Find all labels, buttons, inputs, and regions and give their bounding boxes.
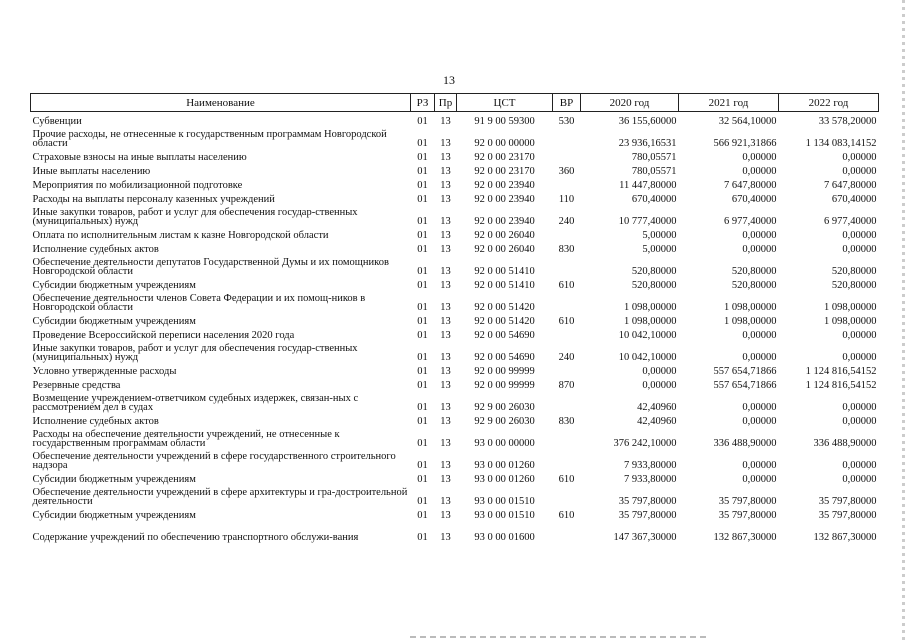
row-vr: 240 [558,216,575,227]
row-value-2020: 1 098,00000 [624,302,677,313]
table-row [31,276,879,290]
row-value-2021: 35 797,80000 [718,496,777,507]
row-value-2020: 11 447,80000 [619,180,677,191]
row-cst: 91 9 00 59300 [474,116,535,127]
row-rz: 01 [417,460,428,471]
row-pr: 13 [440,152,451,163]
row-value-2020: 0,00000 [642,380,677,391]
row-value-2021: 7 647,80000 [724,180,777,191]
row-value-2022: 670,40000 [831,194,877,205]
row-value-2022: 0,00000 [842,230,877,241]
table-row [31,312,879,326]
row-vr: 610 [558,510,575,521]
row-name: Субвенции [32,116,82,127]
row-value-2020: 670,40000 [631,194,677,205]
table-row [31,376,879,390]
row-value-2021: 35 797,80000 [718,510,777,521]
row-cst: 92 0 00 51410 [474,266,535,277]
row-name: Страховые взносы на иные выплаты населению [32,152,247,163]
row-vr: 830 [558,244,575,255]
row-rz: 01 [417,496,428,507]
footer-smudge-artifact [410,636,710,638]
row-pr: 13 [440,402,451,413]
row-vr: 110 [558,194,575,205]
row-rz: 01 [417,302,428,313]
row-value-2022: 6 977,40000 [824,216,877,227]
row-value-2021: 336 488,90000 [713,438,777,449]
row-name: Расходы на выплаты персоналу казенных учреждений [32,194,275,205]
row-pr: 13 [440,138,451,149]
row-pr: 13 [440,416,451,427]
row-vr: 530 [558,116,575,127]
row-value-2020: 5,00000 [642,230,677,241]
table-row [31,148,879,162]
row-name: Субсидии бюджетным учреждениям [32,280,196,291]
row-pr: 13 [440,316,451,327]
table-row [31,126,879,148]
row-cst: 92 9 00 26030 [474,402,535,413]
row-value-2021: 0,00000 [742,166,777,177]
row-value-2022: 0,00000 [842,460,877,471]
row-pr: 13 [440,366,451,377]
row-name: Субсидии бюджетным учреждениям [32,510,196,521]
row-value-2020: 36 155,60000 [618,116,677,127]
table-row [31,326,879,340]
row-pr: 13 [440,380,451,391]
row-pr: 13 [440,216,451,227]
row-vr [553,426,581,448]
row-value-2021: 670,40000 [731,194,777,205]
row-name: Мероприятия по мобилизационной подготовке [32,180,243,191]
row-rz: 01 [417,330,428,341]
row-pr: 13 [440,352,451,363]
row-value-2020: 376 242,10000 [613,438,677,449]
row-rz: 01 [417,380,428,391]
row-value-2022: 0,00000 [842,474,877,485]
row-value-2020: 35 797,80000 [618,510,677,521]
table-row [31,162,879,176]
row-value-2022: 1 098,00000 [824,302,877,313]
table-row [31,520,879,542]
table-row [31,176,879,190]
row-value-2020: 147 367,30000 [613,532,677,543]
row-value-2021: 566 921,31866 [713,138,777,149]
row-name: Прочие расходы, не отнесенные к государственным программам Новгородской области [32,129,387,149]
row-value-2021: 6 977,40000 [724,216,777,227]
row-pr: 13 [440,302,451,313]
row-cst: 92 0 00 26040 [474,230,535,241]
row-vr: 610 [558,280,575,291]
row-value-2020: 780,05571 [631,166,677,177]
row-cst: 92 0 00 23940 [474,194,535,205]
row-cst: 92 0 00 23170 [474,166,535,177]
row-cst: 92 0 00 23170 [474,152,535,163]
row-value-2020: 10 777,40000 [618,216,677,227]
row-value-2020: 23 936,16531 [618,138,677,149]
row-rz: 01 [417,194,428,205]
table-row [31,506,879,520]
row-rz: 01 [417,316,428,327]
row-vr: 360 [558,166,575,177]
row-pr: 13 [440,244,451,255]
row-name: Субсидии бюджетным учреждениям [32,316,196,327]
table-row [31,390,879,412]
row-vr: 870 [558,380,575,391]
row-vr [553,176,581,190]
row-cst: 92 0 00 26040 [474,244,535,255]
row-value-2020: 42,40960 [637,402,677,413]
header-2022: 2022 год [779,94,879,112]
row-rz: 01 [417,366,428,377]
row-vr [553,362,581,376]
row-value-2022: 1 124 816,54152 [805,380,877,391]
row-cst: 92 9 00 26030 [474,416,535,427]
row-value-2022: 520,80000 [831,280,877,291]
table-row [31,362,879,376]
row-cst: 93 0 00 00000 [474,438,535,449]
table-row [31,226,879,240]
row-value-2020: 520,80000 [631,280,677,291]
row-cst: 92 0 00 51420 [474,302,535,313]
row-value-2021: 0,00000 [742,330,777,341]
row-name: Условно утвержденные расходы [32,366,177,377]
row-value-2022: 0,00000 [842,402,877,413]
row-name: Исполнение судебных актов [32,416,159,427]
row-value-2021: 0,00000 [742,152,777,163]
row-cst: 92 0 00 99999 [474,366,535,377]
row-vr: 830 [558,416,575,427]
row-pr: 13 [440,474,451,485]
row-value-2022: 0,00000 [842,152,877,163]
row-rz: 01 [417,116,428,127]
row-value-2020: 1 098,00000 [624,316,677,327]
row-value-2020: 10 042,10000 [618,330,677,341]
row-value-2021: 0,00000 [742,416,777,427]
row-rz: 01 [417,138,428,149]
row-cst: 93 0 00 01600 [474,532,535,543]
table-row [31,254,879,276]
row-pr: 13 [440,532,451,543]
row-pr: 13 [440,510,451,521]
row-vr [553,326,581,340]
header-vr: ВР [553,94,581,112]
row-vr [553,126,581,148]
row-value-2021: 1 098,00000 [724,302,777,313]
row-cst: 92 0 00 51410 [474,280,535,291]
row-value-2021: 132 867,30000 [713,532,777,543]
row-rz: 01 [417,438,428,449]
row-rz: 01 [417,166,428,177]
row-value-2022: 0,00000 [842,416,877,427]
row-rz: 01 [417,474,428,485]
row-rz: 01 [417,152,428,163]
row-value-2021: 0,00000 [742,402,777,413]
row-value-2020: 5,00000 [642,244,677,255]
row-rz: 01 [417,532,428,543]
row-name: Расходы на обеспечение деятельности учреждений, не отнесенные к государственным программам области [32,429,340,449]
row-name: Исполнение судебных актов [32,244,159,255]
row-value-2021: 1 098,00000 [724,316,777,327]
row-value-2022: 132 867,30000 [813,532,877,543]
row-vr [553,484,581,506]
header-name: Наименование [31,94,411,112]
row-vr: 240 [558,352,575,363]
row-value-2021: 0,00000 [742,460,777,471]
table-row [31,412,879,426]
row-cst: 93 0 00 01510 [474,496,535,507]
row-pr: 13 [440,496,451,507]
row-value-2022: 35 797,80000 [818,510,877,521]
row-cst: 92 0 00 23940 [474,180,535,191]
row-rz: 01 [417,402,428,413]
row-cst: 92 0 00 51420 [474,316,535,327]
row-rz: 01 [417,216,428,227]
row-vr [553,226,581,240]
row-value-2022: 33 578,20000 [818,116,877,127]
row-rz: 01 [417,416,428,427]
row-value-2022: 0,00000 [842,330,877,341]
row-value-2022: 1 134 083,14152 [805,138,877,149]
row-rz: 01 [417,180,428,191]
row-value-2022: 520,80000 [831,266,877,277]
page-number: 13 [443,73,455,87]
row-name: Иные закупки товаров, работ и услуг для обеспечения государ-ственных (муниципальных) нужд [32,343,358,363]
row-name: Содержание учреждений по обеспечению транспортного обслужи-вания [32,532,359,543]
row-value-2021: 520,80000 [731,280,777,291]
row-name: Резервные средства [32,380,121,391]
row-rz: 01 [417,230,428,241]
row-value-2022: 0,00000 [842,166,877,177]
row-value-2020: 10 042,10000 [618,352,677,363]
row-rz: 01 [417,510,428,521]
row-value-2021: 557 654,71866 [713,366,777,377]
row-pr: 13 [440,330,451,341]
row-value-2021: 0,00000 [742,244,777,255]
row-value-2022: 0,00000 [842,352,877,363]
row-value-2020: 42,40960 [637,416,677,427]
row-pr: 13 [440,166,451,177]
row-pr: 13 [440,280,451,291]
row-cst: 92 0 00 99999 [474,380,535,391]
row-value-2022: 1 124 816,54152 [805,366,877,377]
row-name: Проведение Всероссийской переписи населения 2020 года [32,330,295,341]
table-row [31,340,879,362]
row-cst: 92 0 00 00000 [474,138,535,149]
table-row [31,190,879,204]
row-cst: 92 0 00 54690 [474,330,535,341]
row-cst: 93 0 00 01260 [474,460,535,471]
table-row [31,240,879,254]
row-value-2022: 7 647,80000 [824,180,877,191]
row-pr: 13 [440,460,451,471]
row-value-2020: 7 933,80000 [624,460,677,471]
row-vr [553,390,581,412]
table-row [31,484,879,506]
row-name: Возмещение учреждением-ответчиком судебных издержек, связан-ных с рассмотрением дел в судах [32,393,359,413]
row-value-2021: 520,80000 [731,266,777,277]
row-name: Обеспечение деятельности учреждений в сфере архитектуры и гра-достроительной деятельности [32,487,408,507]
row-vr [553,520,581,542]
row-cst: 93 0 00 01510 [474,510,535,521]
table-row [31,290,879,312]
row-name: Субсидии бюджетным учреждениям [32,474,196,485]
row-rz: 01 [417,266,428,277]
header-2021: 2021 год [679,94,779,112]
table-row [31,448,879,470]
row-pr: 13 [440,116,451,127]
row-value-2020: 35 797,80000 [618,496,677,507]
row-vr [553,254,581,276]
row-value-2022: 336 488,90000 [813,438,877,449]
row-name: Обеспечение деятельности депутатов Государственной Думы и их помощников Новгородской области [32,257,389,277]
budget-table [30,93,879,542]
table-row [31,204,879,226]
table-header-row [31,94,879,112]
row-name: Иные выплаты населению [32,166,151,177]
row-vr [553,448,581,470]
row-value-2022: 0,00000 [842,244,877,255]
row-pr: 13 [440,194,451,205]
row-pr: 13 [440,266,451,277]
row-rz: 01 [417,244,428,255]
row-vr [553,290,581,312]
header-cst: ЦСТ [457,94,553,112]
header-pr: Пр [435,94,457,112]
row-pr: 13 [440,438,451,449]
row-vr: 610 [558,316,575,327]
row-value-2021: 0,00000 [742,474,777,485]
row-value-2020: 0,00000 [642,366,677,377]
row-cst: 93 0 00 01260 [474,474,535,485]
row-value-2021: 32 564,10000 [718,116,777,127]
row-value-2022: 1 098,00000 [824,316,877,327]
table-row [31,426,879,448]
row-value-2020: 520,80000 [631,266,677,277]
row-vr: 610 [558,474,575,485]
row-value-2020: 7 933,80000 [624,474,677,485]
table-body [31,112,879,543]
table-row [31,112,879,127]
row-name: Обеспечение деятельности учреждений в сфере государственного строительного надзора [32,451,396,471]
row-pr: 13 [440,230,451,241]
row-rz: 01 [417,352,428,363]
row-cst: 92 0 00 23940 [474,216,535,227]
row-rz: 01 [417,280,428,291]
row-value-2021: 0,00000 [742,230,777,241]
row-vr [553,148,581,162]
header-2020: 2020 год [581,94,679,112]
row-cst: 92 0 00 54690 [474,352,535,363]
header-rz: РЗ [411,94,435,112]
row-value-2022: 35 797,80000 [818,496,877,507]
row-name: Обеспечение деятельности членов Совета Федерации и их помощ-ников в Новгородской области [32,293,366,313]
row-name: Оплата по исполнительным листам к казне Новгородской области [32,230,329,241]
row-value-2021: 0,00000 [742,352,777,363]
row-value-2021: 557 654,71866 [713,380,777,391]
row-value-2020: 780,05571 [631,152,677,163]
table-row [31,470,879,484]
row-name: Иные закупки товаров, работ и услуг для обеспечения государ-ственных (муниципальных) нужд [32,207,358,227]
row-pr: 13 [440,180,451,191]
